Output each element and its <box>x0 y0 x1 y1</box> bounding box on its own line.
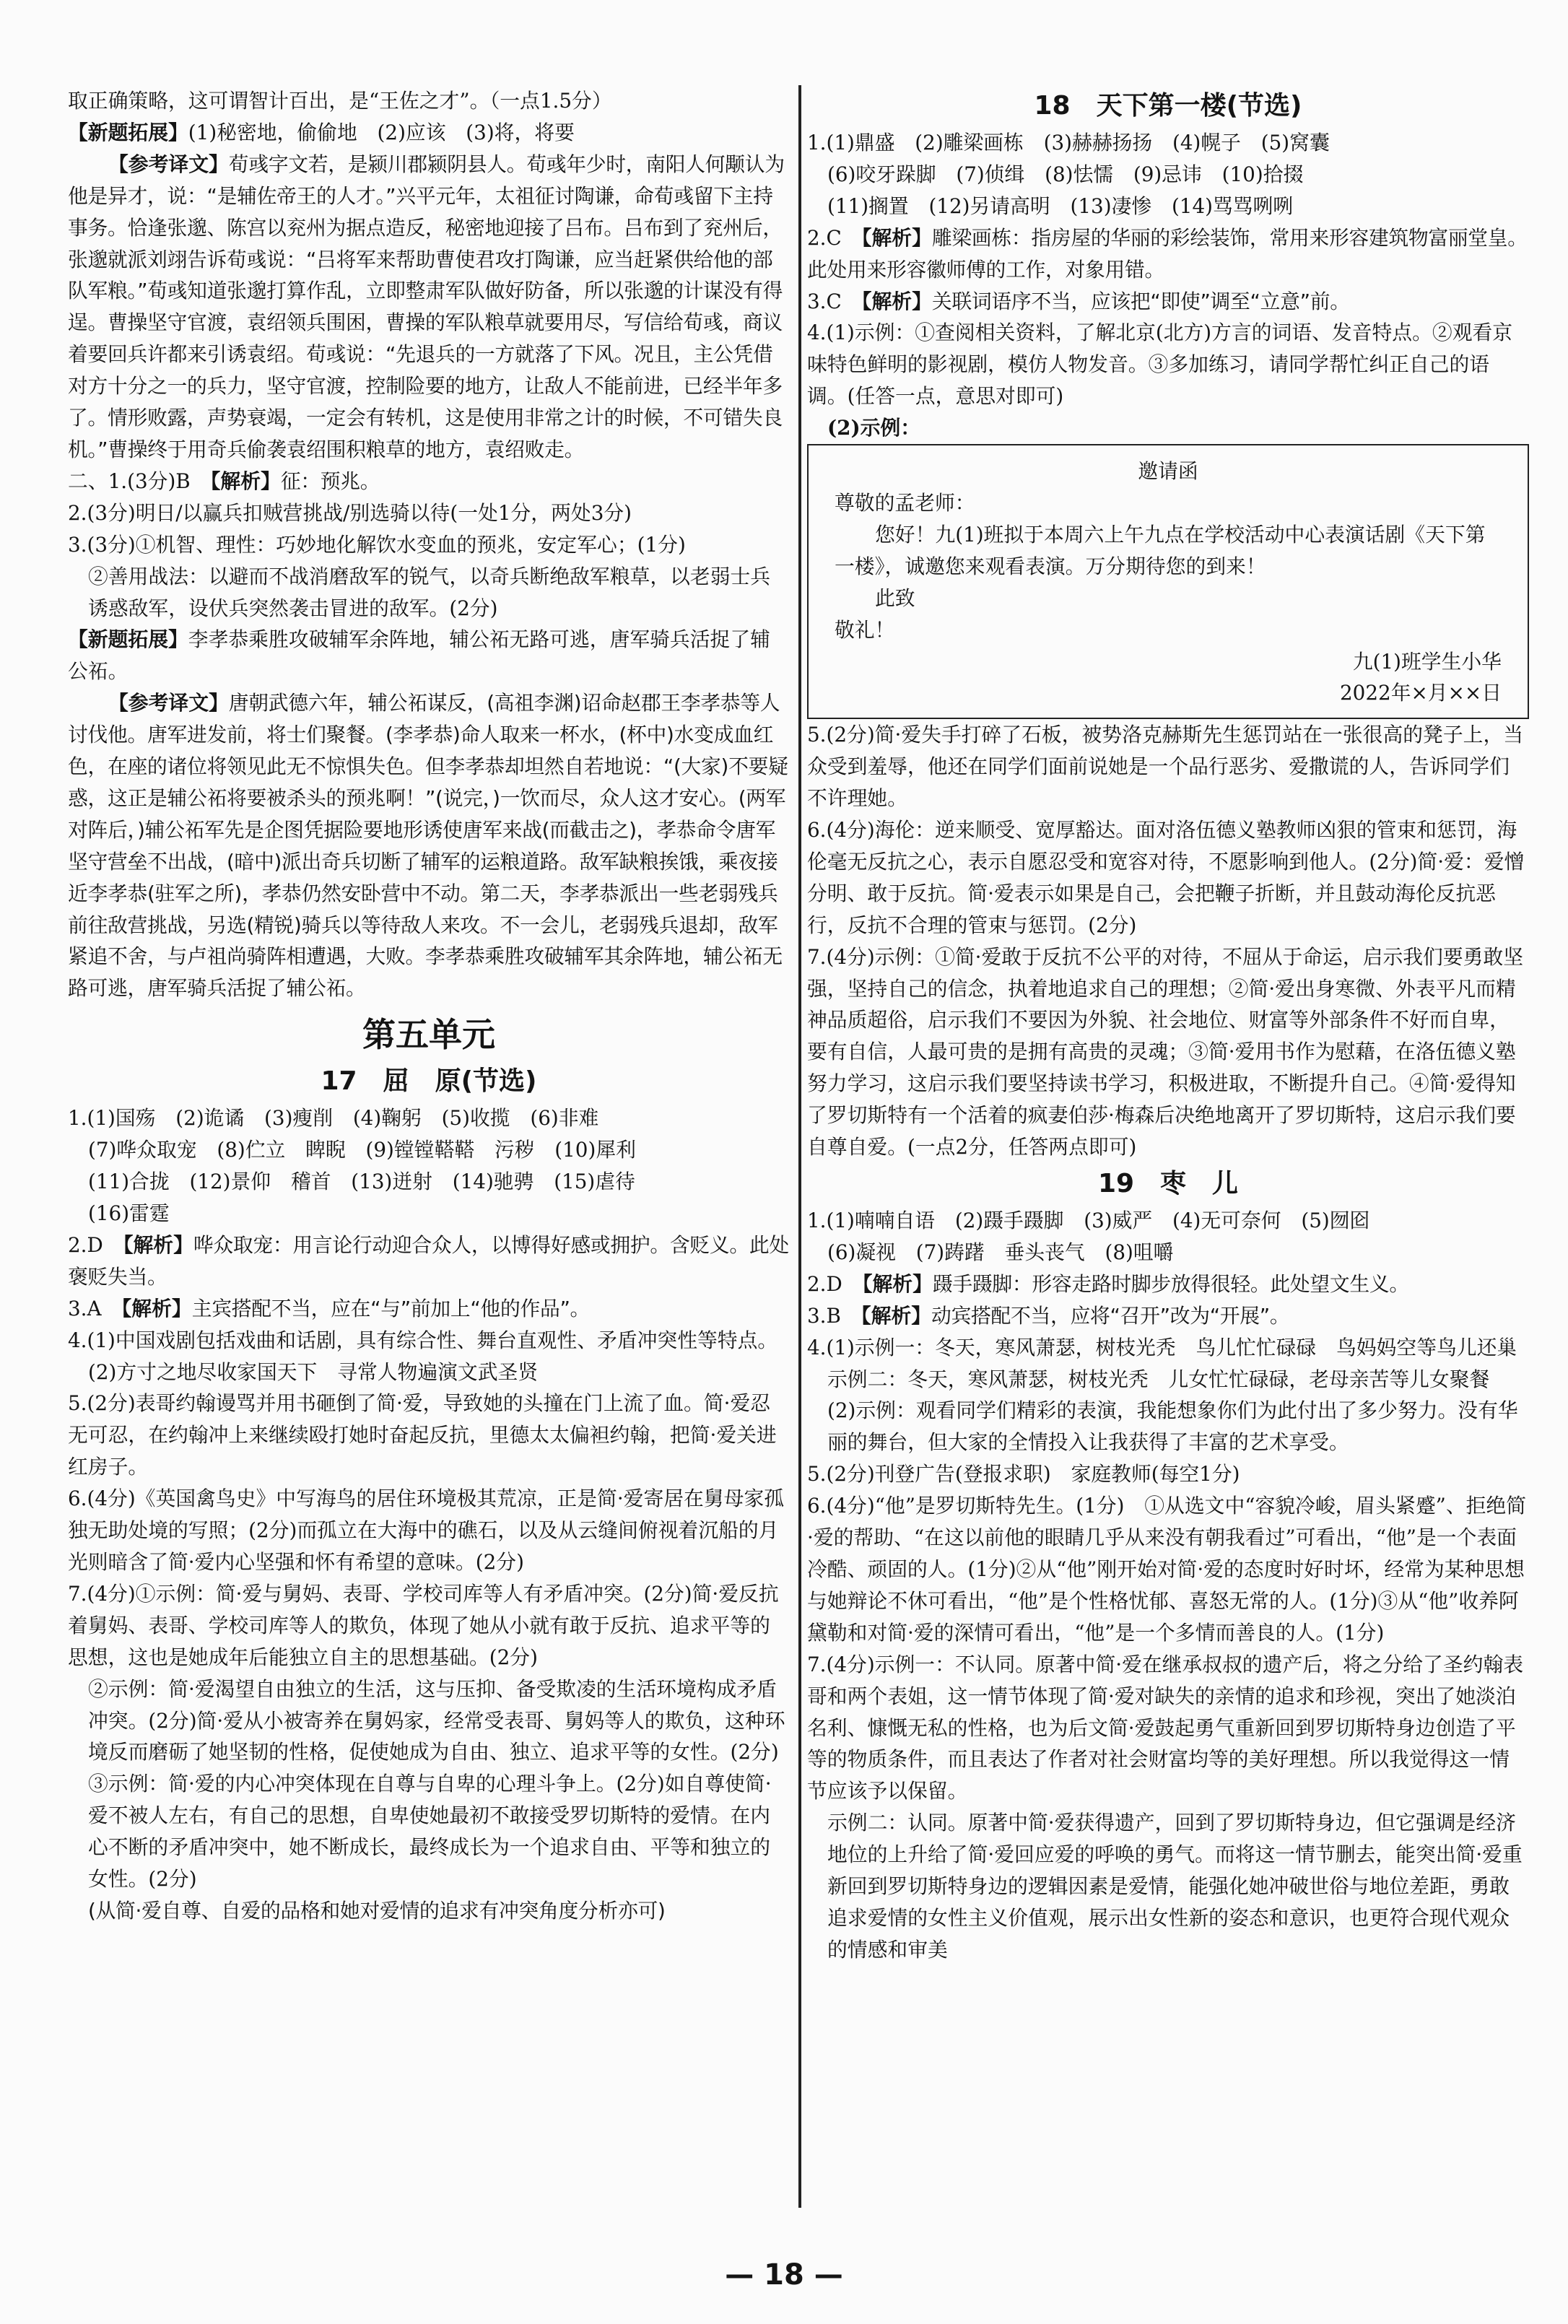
answer-line <box>807 1268 1529 1300</box>
translation-text: 唐朝武德六年，辅公祏谋反，(高祖李渊)诏命赵郡王李孝恭等人讨伐他。唐军进发前，将士们聚餐。(李孝恭)命人取来一杯水，(杯中)水变成血红色，在座的诸位将领见此无不惊惧失色。但李孝恭却坦然自若地说：“(大家)不要疑惑，这正是辅公祏将要被杀头的预兆啊！”(说完，)一饮而尽，众人这才安心。(两军对阵后，)辅公祏军先是企图凭据险要地形诱使唐军来战(而截击之)，孝恭命令唐军坚守营垒不出战，(暗中)派出奇兵切断了辅军的运粮道路。敌军缺粮挨饿，乘夜接近李孝恭(驻军之所)，孝恭仍然安卧营中不动。第二天，李孝恭派出一些老弱残兵前往敌营挑战，另选(精锐)骑兵以等待敌人来攻。不一会儿，老弱残兵退却，敌军紧追不舍，与卢祖尚骑阵相遭遇，大败。李孝恭乘胜攻破辅军其余阵地，辅公祏无路可逃，唐军骑兵活捉了辅公祏。 <box>68 691 788 1001</box>
answer-line: 示例二：冬天，寒风萧瑟，树枝光秃 儿女忙忙碌碌，老母亲苦等儿女聚餐 <box>827 1367 1490 1391</box>
answer-line: 取正确策略，这可谓智计百出，是“王佐之才”。（一点1.5分） <box>68 89 612 113</box>
translation-text: 荀彧字文若，是颍川郡颍阴县人。荀彧年少时，南阳人何颙认为他是异才，说：“是辅佐帝王的人才。”兴平元年，太祖征讨陶谦，命荀彧留下主持事务。恰逢张邈、陈宫以兖州为据点造反，秘密地迎接了吕布。吕布到了兖州后，张邈就派刘翊告诉荀彧说：“吕将军来帮助曹使君攻打陶谦，应当赶紧供给他的部队军粮。”荀彧知道张邈打算作乱，立即整肃军队做好防备，所以张邈的计谋没有得逞。曹操坚守官渡，袁绍领兵围困，曹操的军队粮草就要用尽，写信给荀彧，商议着要回兵许都来引诱袁绍。荀彧说：“先退兵的一方就落了下风。况且，主公凭借对方十分之一的兵力，坚守官渡，控制险要的地方，让敌人不能前进，已经半年多了。情形败露，声势衰竭，一定会有转机，这是使用非常之计的时候，不可错失良机。”曹操终于用奇兵偷袭袁绍围积粮草的地方，袁绍败走。 <box>68 152 785 461</box>
answer-line: 4.(1)示例：①查阅相关资料，了解北京(北方)方言的词语、发音特点。②观看京味特色鲜明的影视剧，模仿人物发音。③多加练习，请同学帮忙纠正自己的语调。(任答一点，意思对即可) <box>807 321 1513 409</box>
tag: 【参考译文】 <box>108 152 229 176</box>
tag: 【解析】 <box>862 1271 933 1296</box>
answer-line: 6.(4分)海伦：逆来顺受、宽厚豁达。面对洛伍德义塾教师凶狠的管束和惩罚，海伦毫无反抗之心，表示自愿忍受和宽容对待，不愿影响到他人。(2分)简·爱：爱憎分明、敢于反抗。简·爱表示如果是自己，会把鞭子折断，并且鼓动海伦反抗恶行，反抗不合理的管束与惩罚。(2分) <box>807 818 1525 937</box>
tag: 【解析】 <box>861 225 932 250</box>
page-number: — 18 — <box>725 2258 843 2292</box>
tag: 【解析】 <box>121 1296 192 1320</box>
invitation-jingli: 敬礼！ <box>835 617 895 642</box>
answer-line: ②示例：简·爱渴望自由独立的生活，这与压抑、备受欺凌的生活环境构成矛盾冲突。(2分)简·爱从小被寄养在舅妈家，经常受表哥、舅妈等人的欺负，这种环境反而磨砺了她坚韧的性格，促使她成为自由、独立、追求平等的女性。(2分) <box>88 1676 785 1764</box>
invitation-signature: 九(1)班学生小华 <box>1352 649 1502 674</box>
answer-line: 1.(1)鼎盛 (2)雕梁画栋 (3)赫赫扬扬 (4)幌子 (5)窝囊 <box>807 131 1330 155</box>
answer-line: ②善用战法：以避而不战消磨敌军的锐气，以奇兵断绝敌军粮草，以老弱士兵诱惑敌军，设伏兵突然袭击冒进的敌军。(2分) <box>88 564 771 620</box>
right-column <box>807 85 1529 1966</box>
chapter-title: 18 天下第一楼(节选) <box>1034 91 1302 121</box>
answer-line <box>68 466 790 497</box>
tag: 【新题拓展】 <box>68 120 188 144</box>
answer-text: 主宾搭配不当，应在“与”前加上“他的作品”。 <box>191 1296 591 1320</box>
translation <box>68 149 790 466</box>
answer-text: 蹑手蹑脚：形容走路时脚步放得很轻。此处望文生义。 <box>932 1271 1409 1296</box>
tag: 【解析】 <box>861 1303 932 1328</box>
answer-line <box>807 222 1529 286</box>
answer-line <box>68 1293 790 1325</box>
answer-text: 哗众取宠：用言论行动迎合众人，以博得好感或拥护。含贬义。此处褒贬失当。 <box>68 1232 789 1289</box>
answer-line: 6.(4分)《英国禽鸟史》中写海鸟的居住环境极其荒凉，正是简·爱寄居在舅母家孤独无助处境的写照；(2分)而孤立在大海中的礁石，以及从云缝间俯视着沉船的月光则暗含了简·爱内心坚强和怀有希望的意味。(2分) <box>68 1487 785 1574</box>
answer-line: 7.(4分)示例：①简·爱敢于反抗不公平的对待，不屈从于命运，启示我们要勇敢坚强，坚持自己的信念，执着地追求自己的理想；②简·爱出身寒微、外表平凡而精神品质超俗，启示我们不要因为外貌、社会地位、财富等外部条件不好而自卑，要有自信，人最可贵的是拥有高贵的灵魂；③简·爱用书作为慰藉，在洛伍德义塾努力学习，这启示我们要坚持读书学习，积极进取，不断提升自己。④简·爱得知了罗切斯特有一个活着的疯妻伯莎·梅森后决绝地离开了罗切斯特，这启示我们要自尊自爱。(一点2分，任答两点即可) <box>807 944 1524 1159</box>
answer-line: 1.(1)国殇 (2)诡谲 (3)瘦削 (4)鞠躬 (5)收揽 (6)非难 <box>68 1106 599 1131</box>
answer-line: ③示例：简·爱的内心冲突体现在自尊与自卑的心理斗争上。(2分)如自尊使简·爱不被人左右，有自己的思想，自卑使她最初不敢接受罗切斯特的爱情。在内心不断的矛盾冲突中，她不断成长，最终成长为一个追求自由、平等和独立的女性。(2分) <box>88 1772 772 1892</box>
answer-line: 5.(2分)表哥约翰谩骂并用书砸倒了简·爱，导致她的头撞在门上流了血。简·爱忍无可忍，在约翰冲上来继续殴打她时奋起反抗，里德太太偏袒约翰，把简·爱关进红房子。 <box>68 1391 777 1479</box>
answer-line: (11)合拢 (12)景仰 稽首 (13)迸射 (14)驰骋 (15)虐待 <box>88 1170 635 1194</box>
tag: 【参考译文】 <box>108 691 229 715</box>
answer-text: 李孝恭乘胜攻破辅军余阵地，辅公祏无路可逃，唐军骑兵活捉了辅公祏。 <box>68 627 770 684</box>
tag: 【解析】 <box>123 1232 193 1257</box>
answer-line: 2.(3分)明日/以赢兵扣贼营挑战/别选骑以待(一处1分，两处3分) <box>68 500 632 525</box>
answer-line: (2)示例： <box>827 416 921 440</box>
answer-line <box>807 286 1529 318</box>
answer-line: 5.(2分)简·爱失手打碎了石板，被势洛克赫斯先生惩罚站在一张很高的凳子上，当众受到羞辱，他还在同学们面前说她是一个品行恶劣、爱撒谎的人，告诉同学们不许理她。 <box>807 723 1524 811</box>
answer-text: 动宾搭配不当，应将“召开”改为“开展”。 <box>931 1303 1290 1328</box>
chapter-title: 19 枣 儿 <box>1097 1169 1239 1198</box>
answer-line: (2)示例：观看同学们精彩的表演，我能想象你们为此付出了多少努力。没有华丽的舞台，但大家的全情投入让我获得了丰富的艺术享受。 <box>827 1398 1518 1455</box>
translation <box>68 687 790 1004</box>
answer-text: (1)秘密地，偷偷地 (2)应该 (3)将，将要 <box>188 120 575 144</box>
answer-line: (2)方寸之地尽收家国天下 寻常人物遍演文武圣贤 <box>88 1359 539 1384</box>
answer-text: 3.A <box>68 1296 122 1320</box>
answer-line: (6)咬牙跺脚 (7)侦缉 (8)怯懦 (9)忌讳 (10)拾掇 <box>827 162 1304 186</box>
left-column <box>68 85 790 1927</box>
tag: 【解析】 <box>861 289 932 313</box>
answer-line: (6)凝视 (7)踌躇 垂头丧气 (8)咀嚼 <box>827 1240 1174 1264</box>
answer-line <box>68 624 790 687</box>
tag: 【解析】 <box>210 469 281 493</box>
answer-line: 5.(2分)刊登广告(登报求职) 家庭教师(每空1分) <box>807 1462 1240 1487</box>
invitation-date: 2022年×月××日 <box>1339 681 1502 705</box>
answer-text: 二、1.(3分)B <box>68 469 211 493</box>
answer-line: 7.(4分)①示例：简·爱与舅妈、表哥、学校司库等人有矛盾冲突。(2分)简·爱反抗着舅妈、表哥、学校司库等人的欺负，体现了她从小就有敢于反抗、追求平等的思想，这也是她成年后能独立自主的思想基础。(2分) <box>68 1581 779 1669</box>
invitation-greeting: 尊敬的孟老师： <box>835 490 975 515</box>
tag: 【新题拓展】 <box>68 627 188 652</box>
answer-line <box>68 1230 790 1293</box>
chapter-title: 17 屈 原(节选) <box>321 1066 537 1097</box>
answer-line <box>68 117 790 149</box>
answer-text: 2.D <box>68 1232 123 1257</box>
answer-line: (7)哗众取宠 (8)伫立 睥睨 (9)镗镗鞳鞳 污秽 (10)犀利 <box>88 1138 636 1162</box>
answer-text: 2.C <box>807 225 862 250</box>
answer-line: (11)搁置 (12)另请高明 (13)凄惨 (14)骂骂咧咧 <box>827 193 1294 218</box>
answer-line: 4.(1)中国戏剧包括戏曲和话剧，具有综合性、舞台直观性、矛盾冲突性等特点。 <box>68 1328 778 1352</box>
unit-title: 第五单元 <box>362 1015 495 1055</box>
answer-line: 3.(3分)①机智、理性：巧妙地化解饮水变血的预兆，安定军心；(1分) <box>68 532 686 557</box>
answer-text: 3.B <box>807 1303 861 1328</box>
answer-line: (从简·爱自尊、自爱的品格和她对爱情的追求有冲突角度分析亦可) <box>88 1898 666 1923</box>
answer-text: 雕梁画栋：指房屋的华丽的彩绘装饰，常用来形容建筑物富丽堂皇。此处用来形容徽师傅的工作，对象用错。 <box>807 225 1528 282</box>
answer-text: 2.D <box>807 1271 863 1296</box>
answer-line: 4.(1)示例一：冬天，寒风萧瑟，树枝光秃 鸟儿忙忙碌碌 鸟妈妈空等鸟儿还巢 <box>807 1335 1517 1359</box>
column-divider <box>798 85 801 2208</box>
invitation-box <box>807 444 1529 719</box>
answer-line: (16)雷霆 <box>88 1201 170 1225</box>
answer-line: 1.(1)喃喃自语 (2)蹑手蹑脚 (3)威严 (4)无可奈何 (5)囫囵 <box>807 1209 1370 1232</box>
invitation-zhici: 此致 <box>875 586 915 610</box>
answer-text: 关联词语序不当，应该把“即使”调至“立意”前。 <box>931 289 1350 313</box>
answer-line: 6.(4分)“他”是罗切斯特先生。(1分) ①从选文中“容貌冷峻，眉头紧蹙”、拒绝简·爱的帮助、“在这以前他的眼睛几乎从来没有朝我看过”可看出，“他”是一个表面冷酷、顽固的人。(1分)②从“他”刚开始对简·爱的态度时好时坏，经常为某种思想与她辩论不休可看出，“他”是个性格忧郁、喜怒无常的人。(1分)③从“他”收养阿黛勒和对简·爱的深情可看出，“他”是一个多情而善良的人。(1分) <box>807 1494 1527 1645</box>
answer-line: 示例二：认同。原著中简·爱获得遗产，回到了罗切斯特身边，但它强调是经济地位的上升给了简·爱回应爱的呼唤的勇气。而将这一情节删去，能突出简·爱重新回到罗切斯特身边的逻辑因素是爱情，能强化她冲破世俗与地位差距，勇敢追求爱情的女性主义价值观，展示出女性新的姿态和意识，也更符合现代观众的情感和审美 <box>827 1811 1523 1962</box>
invitation-title: 邀请函 <box>1138 459 1198 484</box>
answer-text: 3.C <box>807 289 862 313</box>
answer-line: 7.(4分)示例一：不认同。原著中简·爱在继承叔叔的遗产后，将之分给了圣约翰表哥和两个表姐，这一情节体现了简·爱对缺失的亲情的追求和珍视，突出了她淡泊名利、慷慨无私的性格，也为后文简·爱鼓起勇气重新回到罗切斯特身边创造了平等的物质条件，而且表达了作者对社会财富均等的美好理想。所以我觉得这一情节应该予以保留。 <box>807 1652 1524 1803</box>
answer-line <box>807 1300 1529 1332</box>
answer-text: 征：预兆。 <box>280 469 380 493</box>
invitation-body: 您好！九(1)班拟于本周六上午九点在学校活动中心表演话剧《天下第一楼》，诚邀您来观看表演。万分期待您的到来！ <box>835 522 1486 578</box>
